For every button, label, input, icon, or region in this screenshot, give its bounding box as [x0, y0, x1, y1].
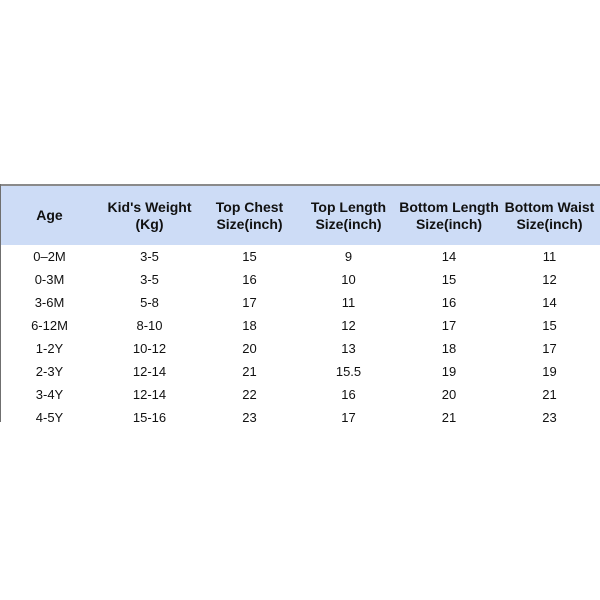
cell-weight: 5-8	[140, 295, 159, 310]
cell-weight: 10-12	[132, 341, 167, 356]
cell-bottom-waist: 21	[542, 387, 557, 402]
cell-bottom-length: 16	[441, 295, 457, 310]
cell-bottom-length: 20	[441, 387, 457, 402]
header-age: Age	[1, 185, 98, 245]
cell-bottom-length: 19	[441, 364, 457, 379]
cell-top-length: 16	[341, 387, 356, 402]
cell-bottom-waist: 11	[542, 249, 557, 264]
cell-top-chest: 16	[242, 272, 257, 287]
cell-top-length: 12	[341, 318, 356, 333]
table-row	[1, 268, 600, 291]
cell-weight: 12-14	[132, 364, 167, 379]
cell-top-chest: 17	[242, 295, 257, 310]
cell-age: 4-5Y	[35, 410, 64, 425]
cell-age: 1-2Y	[35, 341, 64, 356]
header-top-length-size: Top Length Size(inch)	[298, 185, 399, 245]
table-row	[1, 383, 600, 406]
table-body	[1, 245, 600, 429]
cell-weight: 3-5	[140, 272, 159, 287]
cell-bottom-waist: 19	[542, 364, 557, 379]
header-top-chest-size: Top Chest Size(inch)	[201, 185, 298, 245]
cell-bottom-waist: 23	[542, 410, 557, 425]
table-row	[1, 360, 600, 383]
cell-age: 0–2M	[33, 249, 66, 264]
table-row	[1, 245, 600, 268]
cell-age: 3-4Y	[35, 387, 64, 402]
cell-weight: 15-16	[132, 410, 167, 425]
cell-age: 3-6M	[34, 295, 65, 310]
size-table	[1, 184, 600, 429]
cell-top-length: 10	[341, 272, 356, 287]
cell-top-length: 15.5	[335, 364, 362, 379]
cell-top-length: 17	[341, 410, 356, 425]
header-bottom-length-size: Bottom Length Size(inch)	[399, 185, 499, 245]
size-chart	[0, 184, 600, 425]
cell-bottom-length: 18	[441, 341, 457, 356]
cell-top-chest: 23	[242, 410, 257, 425]
cell-bottom-waist: 17	[542, 341, 557, 356]
cell-bottom-length: 21	[441, 410, 457, 425]
cell-top-chest: 22	[242, 387, 257, 402]
header-bottom-waist-size: Bottom Waist Size(inch)	[499, 185, 600, 245]
cell-top-chest: 20	[242, 341, 257, 356]
header-row	[1, 185, 600, 245]
cell-age: 6-12M	[31, 318, 68, 333]
cell-top-chest: 21	[242, 364, 257, 379]
cell-bottom-waist: 12	[542, 272, 557, 287]
cell-top-chest: 18	[242, 318, 257, 333]
cell-age: 2-3Y	[35, 364, 64, 379]
cell-weight: 12-14	[132, 387, 167, 402]
cell-top-chest: 15	[242, 249, 257, 264]
table-row	[1, 314, 600, 337]
cell-top-length: 11	[341, 295, 356, 310]
cell-bottom-length: 15	[441, 272, 457, 287]
table-row	[1, 337, 600, 360]
cell-bottom-waist: 14	[542, 295, 557, 310]
cell-bottom-waist: 15	[542, 318, 557, 333]
table-row	[1, 406, 600, 429]
table-header	[1, 185, 600, 245]
cell-bottom-length: 14	[441, 249, 457, 264]
cell-top-length: 9	[344, 249, 353, 264]
cell-age: 0-3M	[34, 272, 65, 287]
table-row	[1, 291, 600, 314]
cell-bottom-length: 17	[441, 318, 457, 333]
cell-weight: 3-5	[140, 249, 159, 264]
header-kids-weight: Kid's Weight (Kg)	[98, 185, 201, 245]
cell-top-length: 13	[341, 341, 356, 356]
cell-weight: 8-10	[136, 318, 163, 333]
